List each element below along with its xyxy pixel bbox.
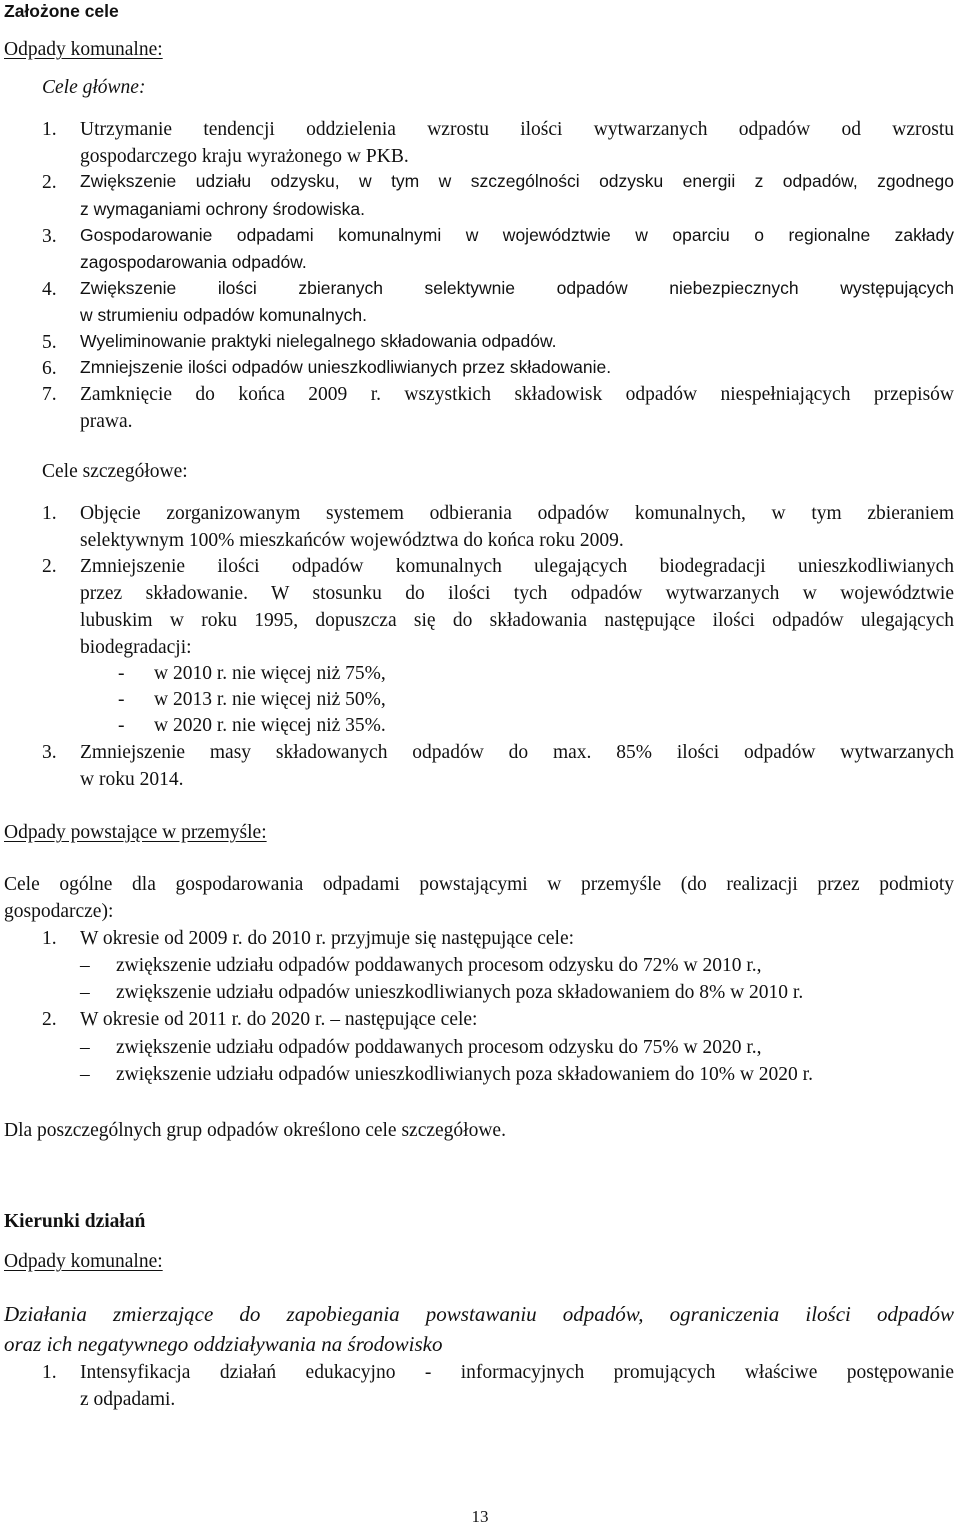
list-item-text: biodegradacji: xyxy=(80,637,192,658)
sub-item-text: w 2020 r. nie więcej niż 35%. xyxy=(154,715,386,736)
section-industrial-waste: Odpady powstające w przemyśle: xyxy=(4,822,267,843)
list-number: 2. xyxy=(42,556,57,577)
bullet-text: zwiększenie udziału odpadów poddawanych procesom odzysku do 72% w 2010 r., xyxy=(116,955,762,976)
dash-marker: – xyxy=(80,1064,90,1085)
list-number: 1. xyxy=(42,503,57,524)
dash-marker: - xyxy=(118,689,125,710)
sub-item-text: w 2010 r. nie więcej niż 75%, xyxy=(154,663,386,684)
list-number: 6. xyxy=(42,358,57,379)
list-item-text: Intensyfikacja działań edukacyjno - informacyjnych promujących właściwe postępowanie xyxy=(80,1362,954,1383)
dash-marker: – xyxy=(80,982,90,1003)
dash-marker: - xyxy=(118,715,125,736)
industry-intro-line: Cele ogólne dla gospodarowania odpadami powstającymi w przemyśle (do realizacji przez podmioty xyxy=(4,874,954,895)
groups-note: Dla poszczególnych grup odpadów określono cele szczegółowe. xyxy=(4,1120,506,1141)
list-item-text: Wyeliminowanie praktyki nielegalnego składowania odpadów. xyxy=(80,331,557,351)
list-item-text: Zmniejszenie ilości odpadów komunalnych ulegających biodegradacji unieszkodliwianych xyxy=(80,556,954,577)
list-item-text: przez składowanie. W stosunku do ilości tych odpadów wytwarzanych w województwie xyxy=(80,583,954,604)
actions-heading-line: oraz ich negatywnego oddziaływania na środowisko xyxy=(4,1332,443,1356)
list-number: 1. xyxy=(42,119,57,140)
dash-marker: – xyxy=(80,955,90,976)
list-number: 5. xyxy=(42,332,57,353)
list-number: 2. xyxy=(42,1009,57,1030)
industry-intro-line: gospodarcze): xyxy=(4,901,114,922)
list-item-text: w roku 2014. xyxy=(80,769,184,790)
list-item-text: Objęcie zorganizowanym systemem odbierania odpadów komunalnych, w tym zbieraniem xyxy=(80,503,954,524)
detailed-goals-label-text: Cele szczegółowe: xyxy=(42,461,188,482)
list-number: 4. xyxy=(42,279,57,300)
list-item-text: zagospodarowania odpadów. xyxy=(80,252,307,272)
list-number: 7. xyxy=(42,384,57,405)
list-item-text: Zmniejszenie masy składowanych odpadów do max. 85% ilości odpadów wytwarzanych xyxy=(80,742,954,763)
actions-heading-line: Działania zmierzające do zapobiegania powstawaniu odpadów, ograniczenia ilości odpadów xyxy=(4,1302,954,1326)
list-item-text: selektywnym 100% mieszkańców województwa do końca roku 2009. xyxy=(80,530,624,551)
bullet-text: zwiększenie udziału odpadów unieszkodliwianych poza składowaniem do 8% w 2010 r. xyxy=(116,982,804,1003)
list-item-text: lubuskim w roku 1995, dopuszcza się do składowania następujące ilości odpadów ulegających xyxy=(80,610,954,631)
list-item-text: W okresie od 2011 r. do 2020 r. – następujące cele: xyxy=(80,1009,478,1030)
detailed-goals-label xyxy=(42,462,188,482)
list-item-text: W okresie od 2009 r. do 2010 r. przyjmuje się następujące cele: xyxy=(80,928,575,949)
section-municipal-waste: Odpady komunalne: xyxy=(4,39,163,60)
section-municipal-waste-2: Odpady komunalne: xyxy=(4,1251,163,1272)
list-item-text: Zamknięcie do końca 2009 r. wszystkich składowisk odpadów niespełniających przepisów xyxy=(80,384,954,405)
page-number: 13 xyxy=(471,1507,489,1526)
dash-marker: – xyxy=(80,1037,90,1058)
dash-marker: - xyxy=(118,663,125,684)
list-item-text: z odpadami. xyxy=(80,1389,176,1410)
sub-item-text: w 2013 r. nie więcej niż 50%, xyxy=(154,689,386,710)
list-item-text: Utrzymanie tendencji oddzielenia wzrostu ilości wytwarzanych odpadów od wzrostu xyxy=(80,119,954,140)
list-number: 1. xyxy=(42,928,57,949)
list-number: 2. xyxy=(42,172,57,193)
list-item-text: Zwiększenie udziału odzysku, w tym w szczególności odzysku energii z odpadów, zgodnego xyxy=(80,171,954,191)
list-item-text: Zmniejszenie ilości odpadów unieszkodliwianych przez składowanie. xyxy=(80,357,612,377)
main-goals-label: Cele główne: xyxy=(42,77,146,98)
list-item-text: gospodarczego kraju wyrażonego w PKB. xyxy=(80,146,409,167)
list-number: 3. xyxy=(42,226,57,247)
heading-goals: Założone cele xyxy=(4,1,119,21)
list-item-text: Zwiększenie ilości zbieranych selektywnie odpadów niebezpiecznych występujących xyxy=(80,278,954,298)
list-item-text: prawa. xyxy=(80,411,133,432)
list-item-text: z wymaganiami ochrony środowiska. xyxy=(80,199,365,219)
list-item-text: Gospodarowanie odpadami komunalnymi w województwie w oparciu o regionalne zakłady xyxy=(80,225,954,245)
bullet-text: zwiększenie udziału odpadów unieszkodliwianych poza składowaniem do 10% w 2020 r. xyxy=(116,1064,813,1085)
list-item-text: w strumieniu odpadów komunalnych. xyxy=(80,305,367,325)
bullet-text: zwiększenie udziału odpadów poddawanych procesom odzysku do 75% w 2020 r., xyxy=(116,1037,762,1058)
list-number: 3. xyxy=(42,742,57,763)
list-number: 1. xyxy=(42,1362,57,1383)
heading-actions: Kierunki działań xyxy=(4,1211,146,1232)
